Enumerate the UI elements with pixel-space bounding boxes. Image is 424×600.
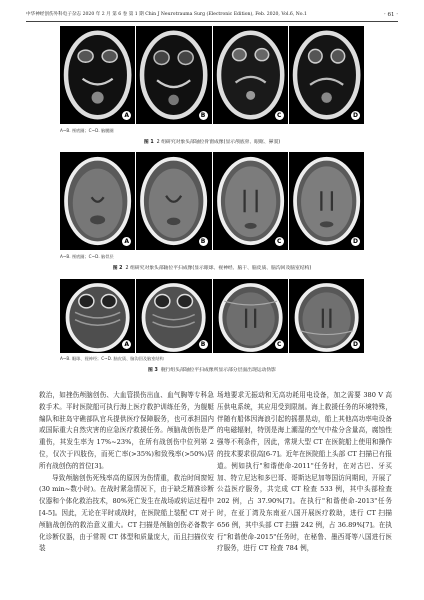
panel-label: D: [351, 237, 360, 246]
body-column-right: [217, 390, 392, 555]
ct-image-3b: [136, 279, 211, 353]
figure-1-legend: A~B. 颅底圈；C~D. 脑膜圈: [60, 128, 114, 133]
panel-label: D: [351, 340, 360, 349]
ct-image-1a: [60, 26, 135, 124]
ct-image-2c: [213, 152, 288, 250]
body-column-left: [39, 390, 214, 555]
paragraph: 场地要求无振动和无高功耗用电设备，加之需要 380 V 高压供电系统，其应用受到限制。海上救援任务的环境特殊，伴随有船体因海浪引起的摇摆晃动，船上其他高功率电设备的电磁辐射，特别是海上潮湿的空气中盐分含量高，腐蚀性强等不利条件，因此，常规大型 CT 在医院船上使用和操作的技术要求很高[6-7]。近年在医院船上头部 CT 扫描已有报道。例如执行"和谐使命-2011"任务时，在对古巴、牙买加、特立尼达和多巴哥、哥斯达尼加等国访问期间，开展了公益医疗服务，共完成 CT 检查 533 例，其中头部检查 202 例，占 37.90%[7]。在执行"和谐使命-2013"任务时，在亚丁湾及东南亚八国开展医疗救助，进行 CT 扫描 656 例，其中头部 CT 扫描 242 例，占 36.89%[7]。在执行"和谐使命-2015"任务时，在秘鲁、墨西哥等八国进行医疗服务，进行 CT 检查 784 例，: [217, 391, 392, 553]
panel-label: B: [199, 340, 208, 349]
ct-image-2b: [136, 152, 211, 250]
figure-2-caption-text: 2 组研究对象头部轴位平扫成像(显示眼球、视神经、脑干、脑皮质、脑沟回及脑室结构): [125, 266, 312, 271]
figure-2-panels: [60, 152, 364, 250]
ct-image-1d: [289, 26, 364, 124]
figure-2-caption: [26, 264, 398, 271]
panel-label: B: [199, 111, 208, 120]
ct-image-1c: [213, 26, 288, 124]
panel-label: A: [122, 111, 131, 120]
figure-3-caption: [26, 366, 398, 373]
panel-label: D: [351, 111, 360, 120]
page-number: · 61 ·: [384, 12, 398, 18]
figure-3-legend: A~B. 眼球、视神经；C~D. 脑皮质、脑沟回及脑室结构: [60, 356, 164, 361]
figure-1-panels: [60, 26, 364, 124]
ct-image-2a: [60, 152, 135, 250]
panel-label: B: [199, 237, 208, 246]
panel-label: A: [122, 237, 131, 246]
panel-label: C: [275, 111, 284, 120]
ct-image-3a: [60, 279, 135, 353]
ct-image-3d: [289, 279, 364, 353]
figure-2-label: 图 2: [112, 266, 123, 271]
figure-2-legend: A~B. 颅底圈；C~D. 脑骨层: [60, 254, 114, 259]
running-header: [26, 9, 398, 22]
paragraph: 救治，如挫伤颅脑创伤、大血管损伤出血、血气胸等专科急救手术。平时医院船可执行海上医疗救护训练任务，为舰艇编队和驻岛守礁部队官兵提供医疗保障服务，也可承担国内或国际重大自然灾害的应急医疗救援任务。颅脑战创伤是严重伤，其发生率为 17%~23%，在所有战创伤中位列第 2 位，仅次于四肢伤，而死亡率(>35%)和致残率(>50%)居所有战创伤的首位[3]。: [39, 391, 214, 470]
figure-3-panels: [60, 279, 364, 353]
ct-image-2d: [289, 152, 364, 250]
figure-1-label: 图 1: [143, 140, 154, 145]
panel-label: C: [275, 340, 284, 349]
panel-label: C: [275, 237, 284, 246]
panel-label: A: [122, 340, 131, 349]
figure-1-caption: [26, 138, 398, 145]
ct-image-1b: [136, 26, 211, 124]
figure-3-label: 图 3: [148, 368, 158, 373]
journal-info: 中华神经创伤外科电子杂志 2020 年 2 月 第 6 卷 第 1 期 Chin J Neurotrauma Surg (Electronic Edition), Feb. 2020, Vol.6, No.1: [26, 12, 307, 17]
figure-3-caption-text: 舰行组头部轴位平扫成像所显示部分层面出现运动伪影: [160, 368, 276, 373]
paragraph: 导致颅脑创伤死残率高的原因为伤情重，救治时间窗短(30 min~数小时)。在战时紧急情况下，由于缺乏精准诊断仪器和个体化救治技术，80%死亡发生在战场或转运过程中[4-5]。因此，无论在平时或战时，在医院船上装配 CT 对于颅脑战创伤的救治意义重大。CT 扫描是颅脑创伤必备数字化诊断仪器，由于常规 CT 体型和质量庞大，而且扫描仪安装: [39, 473, 214, 553]
figure-1-caption-text: 2 组研究对象头部轴位骨窗成像(显示颅底骨、眼眶、鼻窦): [156, 140, 281, 145]
ct-image-3c: [213, 279, 288, 353]
